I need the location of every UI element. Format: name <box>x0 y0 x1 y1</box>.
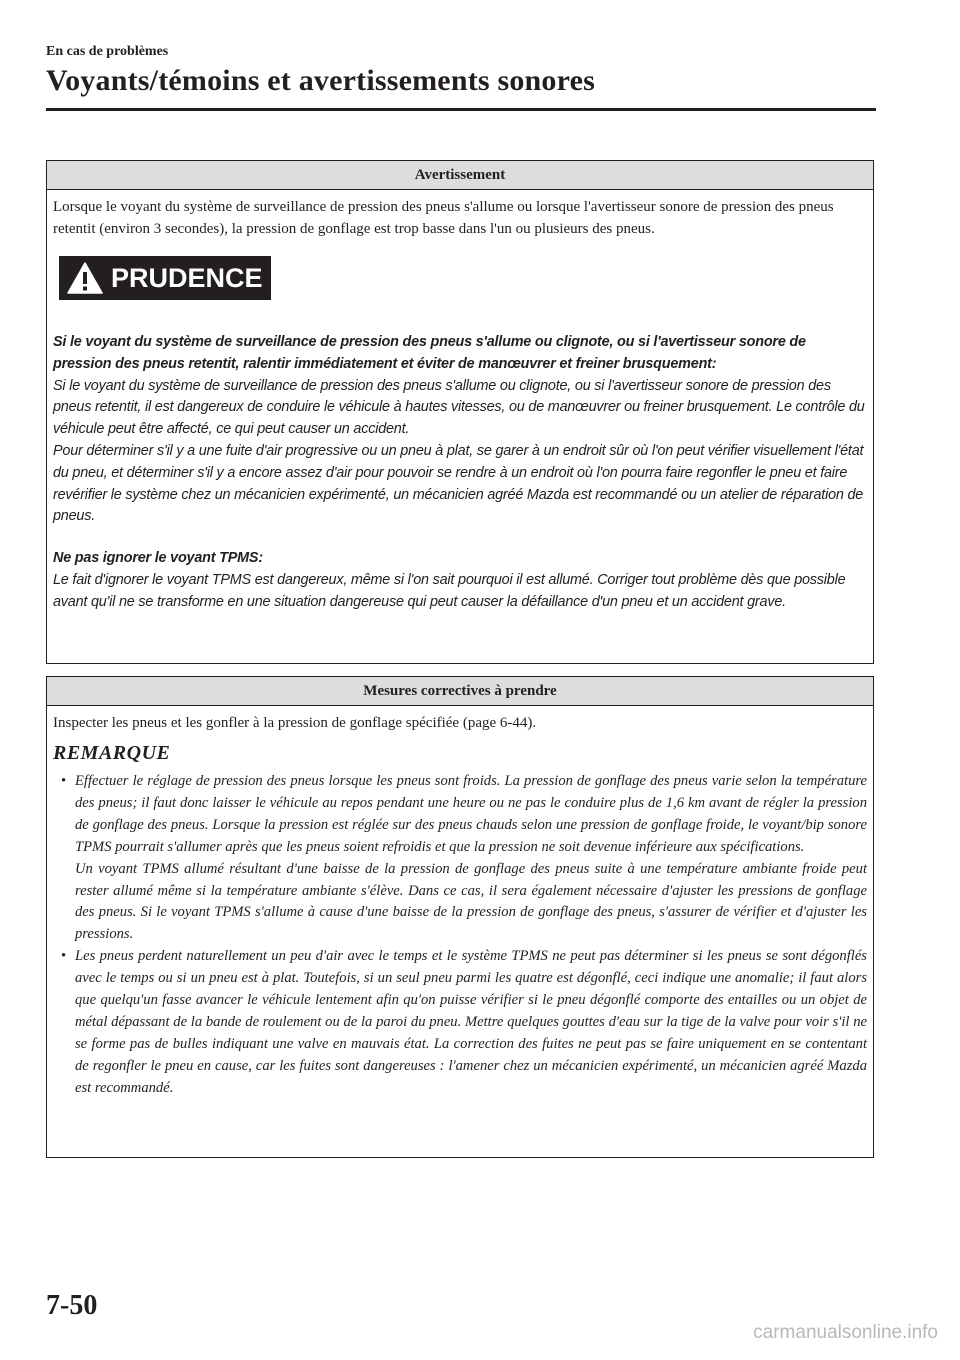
note-item <box>53 771 867 946</box>
measures-box-heading: Mesures correctives à prendre <box>47 677 873 706</box>
note-2-paragraph: Les pneus perdent naturellement un peu d'air avec le temps et le système TPMS ne peut pas déterminer si les pneus se sont dégonflés avec le temps ou si un pneu est à plat. Toutefois, si un seul pneu parmi les quatre est dégonflé, ceci indique une anomalie; il faut alors que quelqu'un fasse avancer le véhicule lentement afin qu'on puisse vérifier si le pneu dégonflé comporte des entailles ou un objet de métal dépassant de la bande de roulement ou de la paroi du pneu. Mettre quelques gouttes d'eau sur la tige de la valve pour voir s'il ne se forme pas de bulles indiquant une valve en mauvais état. La correction des fuites ne peut pas se faire uniquement en se contentant de regonfler le pneu en cause, car les fuites sont dangereuses : l'amener chez un mécanicien expérimenté, un mécanicien agréé Mazda est recommandé. <box>75 948 867 1096</box>
note-title: REMARQUE <box>53 742 171 764</box>
measures-box <box>46 676 874 1158</box>
warning-text: Lorsque le voyant du système de surveillance de pression des pneus s'allume ou lorsque l'avertisseur sonore de pression des pneus retentit (environ 3 secondes), la pression de gonflage est trop basse dans l'un ou plusieurs des pneus. <box>53 199 834 237</box>
bullet-icon: • <box>61 773 67 789</box>
footer-brand: carmanualsonline.info <box>753 1322 938 1343</box>
caution-1-heading: Si le voyant du système de surveillance de pression des pneus s'allume ou clignote, ou si l'avertisseur sonore de pression des pneus retentit, ralentir immédiatement et éviter de manœuvrer et freiner brusquement: <box>53 334 806 372</box>
warning-box <box>46 160 874 664</box>
warning-box-body <box>47 190 873 614</box>
note-1-paragraph-b: Un voyant TPMS allumé résultant d'une baisse de la pression de gonflage des pneus suite à une température ambiante froide peut rester allumé même si la température ambiante s'élève. Dans ce cas, il sera également nécessaire d'ajuster les pressions de gonflage des pneus. Si le voyant TPMS s'allume à cause d'une baisse de la pression de gonflage des pneus, s'assurer de vérifier et d'ajuster les pressions. <box>75 860 867 943</box>
title-rule <box>46 108 876 111</box>
bullet-icon: • <box>61 948 67 965</box>
caution-1-text-a: Si le voyant du système de surveillance de pression des pneus s'allume ou clignote, ou si l'avertisseur sonore de pression des pneus retentit, il est dangereux de conduire le véhicule à hautes vitesses, ou de manœuvrer ou freiner brusquement. Le contrôle du véhicule peut être affecté, ce qui peut causer un accident. <box>53 377 865 438</box>
caution-2-text: Le fait d'ignorer le voyant TPMS est dangereux, même si l'on sait pourquoi il est allumé. Corriger tout problème dès que possible avant qu'il ne se transforme en une situation dangereuse qui peut causer la défaillance d'un pneu et un accident grave. <box>53 571 846 610</box>
prudence-label: PRUDENCE <box>111 262 263 293</box>
measures-box-body <box>47 706 873 1100</box>
section-label: En cas de problèmes <box>46 44 169 59</box>
caution-2-heading: Ne pas ignorer le voyant TPMS: <box>53 550 263 567</box>
page-title: Voyants/témoins et avertissements sonores <box>46 64 595 97</box>
note-item <box>53 946 867 1099</box>
measures-text: Inspecter les pneus et les gonfler à la pression de gonflage spécifiée (page 6-44). <box>53 715 537 731</box>
page-number: 7-50 <box>46 1290 98 1321</box>
prudence-badge <box>59 256 271 300</box>
note-list <box>53 771 867 1100</box>
caution-1-text-b: Pour déterminer s'il y a une fuite d'air progressive ou un pneu à plat, se garer à un endroit sûr où l'on peut vérifier visuellement l'état du pneu, et déterminer s'il y a encore assez d'air pour pouvoir se rendre à un endroit où l'on pourra faire regonfler le pneu et faire revérifier le système chez un mécanicien expérimenté, un mécanicien agréé Mazda est recommandé ou un atelier de réparation de pneus. <box>53 442 864 525</box>
warning-triangle-icon <box>67 262 103 294</box>
warning-box-heading: Avertissement <box>47 161 873 190</box>
note-1-paragraph-a: Effectuer le réglage de pression des pneus lorsque les pneus sont froids. La pression de gonflage des pneus varie selon la température des pneus; il faut donc laisser le véhicule au repos pendant une heure ou ne pas le conduire plus de 1,6 km avant de régler la pression de gonflage des pneus. Lorsque la pression est réglée sur des pneus chauds selon une pression de gonflage froide, le voyant/bip sonore TPMS pourrait s'allumer après que les pneus soient refroidis et que la pression ne soit devenue inférieure aux spécifications. <box>75 773 867 855</box>
